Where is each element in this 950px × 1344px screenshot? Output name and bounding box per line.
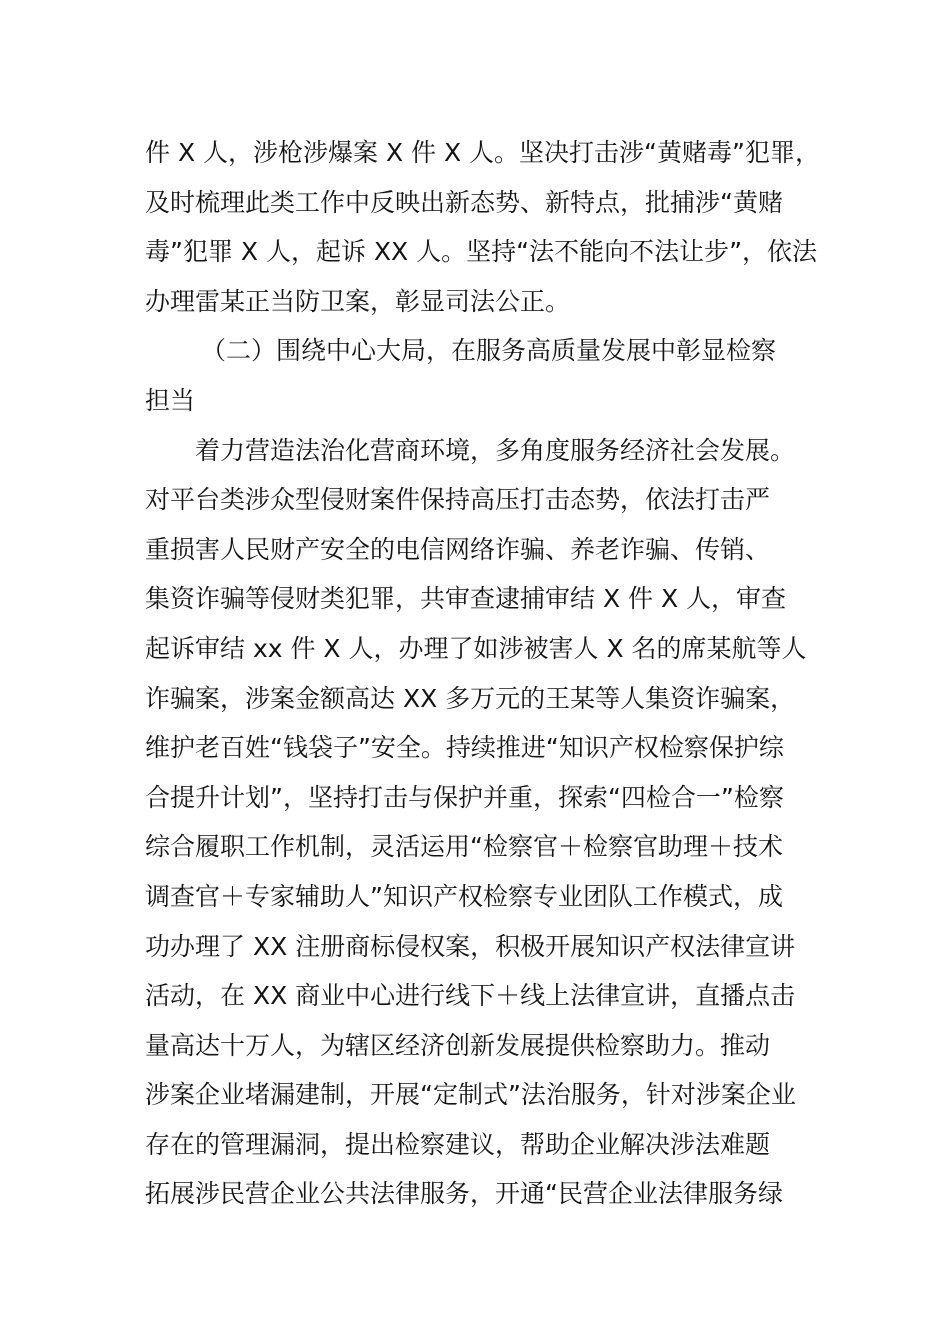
text-line: 涉案企业堵漏建制，开展“定制式”法治服务，针对涉案企业 <box>145 1080 796 1110</box>
text-line: 拓展涉民营企业公共法律服务，开通“民营企业法律服务绿 <box>145 1179 783 1209</box>
text-line: 调查官＋专家辅助人”知识产权检察专业团队工作模式，成 <box>145 881 783 911</box>
text-line: 功办理了 XX 注册商标侵权案，积极开展知识产权法律宣讲 <box>145 931 796 961</box>
section-heading-line: 担当 <box>145 385 196 415</box>
text-line: 量高达十万人，为辖区经济创新发展提供检察助力。推动 <box>145 1030 771 1060</box>
text-line: 办理雷某正当防卫案，彰显司法公正。 <box>145 286 571 316</box>
text-line: 重损害人民财产安全的电信网络诈骗、养老诈骗、传销、 <box>145 534 771 564</box>
text-line: 存在的管理漏洞，提出检察建议，帮助企业解决涉法难题 <box>145 1129 771 1159</box>
text-line: 活动，在 XX 商业中心进行线下＋线上法律宣讲，直播点击 <box>145 981 796 1011</box>
text-line: 综合履职工作机制，灵活运用“检察官＋检察官助理＋技术 <box>145 832 783 862</box>
text-line: 毒”犯罪 X 人，起诉 XX 人。坚持“法不能向不法让步”，依法 <box>145 237 818 267</box>
text-line: 起诉审结 xx 件 X 人，办理了如涉被害人 X 名的席某航等人 <box>145 633 807 663</box>
text-line: 件 X 人，涉枪涉爆案 X 件 X 人。坚决打击涉“黄赌毒”犯罪， <box>145 138 820 167</box>
text-line: 集资诈骗等侵财类犯罪，共审查逮捕审结 X 件 X 人，审查 <box>145 584 787 614</box>
text-line: 维护老百姓“钱袋子”安全。持续推进“知识产权检察保护综 <box>145 733 784 763</box>
text-line: 合提升计划”，坚持打击与保护并重，探索“四检合一”检察 <box>145 782 784 812</box>
section-heading-line: （二）围绕中心大局，在服务高质量发展中彰显检察 <box>201 336 777 366</box>
body-text <box>145 128 825 1219</box>
text-line: 对平台类涉众型侵财案件保持高压打击态势，依法打击严 <box>145 485 771 515</box>
text-line: 诈骗案，涉案金额高达 XX 多万元的王某等人集资诈骗案， <box>145 683 796 713</box>
text-line: 及时梳理此类工作中反映出新态势、新特点，批捕涉“黄赌 <box>145 187 783 217</box>
text-line: 着力营造法治化营商环境，多角度服务经济社会发展。 <box>195 435 796 465</box>
